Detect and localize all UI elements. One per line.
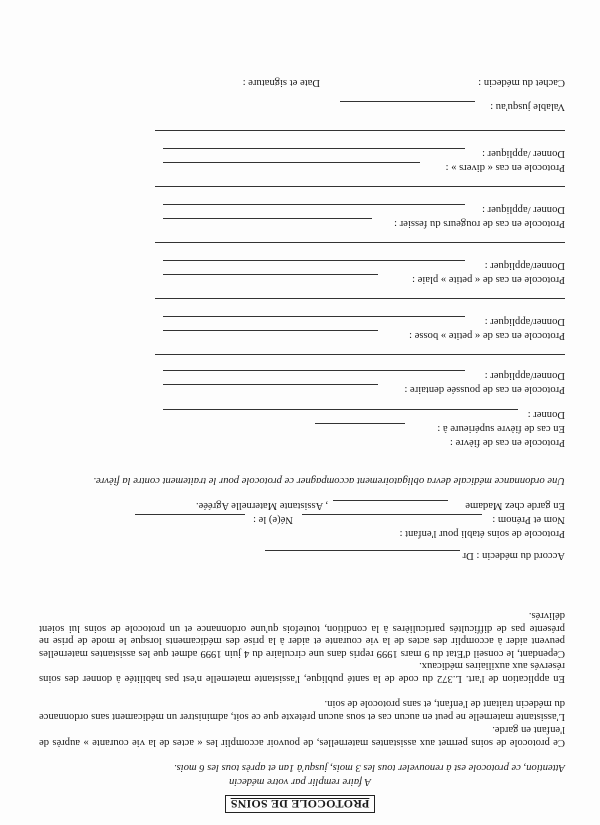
doctor-agreement-label: Accord du médecin : Dr — [462, 550, 565, 561]
intro-paragraph-3: En application de l'art. L.372 du code de la santé publique, l'assistante maternelle n'est pas habilitée à donner des soins réservés aux auxiliaires médicaux. — [39, 660, 565, 684]
diaper-rash-give-label: Donner /appliquer : — [482, 204, 565, 215]
misc-give-label: Donner /appliquer : — [482, 148, 565, 159]
bump-protocol-label: Protocole en cas de « petite » bosse : — [409, 330, 565, 341]
document-title: PROTOCOLE DE SOINS — [0, 795, 600, 813]
wound-protocol-label: Protocole en cas de « petite » plaie : — [412, 274, 565, 285]
teething-give-label: Donner/appliquer : — [484, 370, 565, 381]
bump-give-field[interactable] — [163, 316, 465, 317]
fever-threshold-field[interactable] — [315, 423, 405, 424]
fever-protocol-label: Protocole en cas de fièvre : — [449, 437, 565, 448]
wound-protocol-field[interactable] — [163, 274, 378, 275]
child-name-label: Nom et Prénom : — [492, 514, 565, 525]
document-subtitle: A faire remplir par votre médecin — [229, 776, 371, 787]
valid-until-label: Valable jusqu'au : — [490, 101, 565, 112]
wound-give-label: Donner/appliquer : — [484, 260, 565, 271]
teething-protocol-label: Protocole en cas de poussée dentaire : — [404, 384, 565, 395]
misc-extra-line[interactable] — [155, 130, 565, 131]
intro-paragraph-4: Cependant, le conseil d'Etat du 9 mars 1999 repris dans une circulaire du 4 juin 1999 admet que les assistantes maternelles peuvent aider à accomplir des actes de la vie courante et aider à la prise des médicaments lorsque le mode de prise ne présente pas de difficultés particulières à la condition, toutefois qu'une ordonnance et un protocole de soins lui soient délivrés. — [39, 610, 565, 659]
fever-threshold-label: En cas de fièvre supérieure à : — [437, 423, 565, 434]
diaper-rash-extra-line[interactable] — [155, 186, 565, 187]
doctor-name-field[interactable] — [265, 550, 460, 551]
diaper-rash-give-field[interactable] — [163, 204, 465, 205]
bump-extra-line[interactable] — [155, 298, 565, 299]
teething-extra-line[interactable] — [155, 354, 565, 355]
daycare-label: En garde chez Madame — [465, 500, 565, 511]
assistant-name-field[interactable] — [333, 500, 448, 501]
valid-until-field[interactable] — [340, 101, 475, 102]
teething-protocol-field[interactable] — [163, 384, 378, 385]
birth-date-label: Né(e) le : — [253, 514, 293, 525]
intro-paragraph-2: L'assistante maternelle ne peut en aucun cas et sous aucun prétexte que ce soit, administrer un médicament sans ordonnance du médecin traitant de l'enfant, et sans protocole de soin. — [39, 698, 565, 722]
teething-give-field[interactable] — [163, 370, 465, 371]
birth-date-field[interactable] — [135, 514, 245, 515]
intro-paragraph-1: Ce protocole de soins permet aux assistantes maternelles, de pouvoir accomplir les « actes de la vie courante » auprès de l'enfant en garde. — [39, 724, 565, 748]
prescription-note: Une ordonnance médicale devra obligatoirement accompagner ce protocole pour le traitement contre la fièvre. — [93, 475, 565, 486]
fever-give-label: Donner : — [527, 409, 565, 420]
child-protocol-label: Protocole de soins établi pour l'enfant : — [399, 528, 565, 539]
fever-give-field[interactable] — [163, 409, 518, 410]
diaper-rash-protocol-label: Protocole en cas de rougeurs du fessier : — [394, 218, 565, 229]
date-signature-label: Date et signature : — [242, 77, 320, 88]
approved-assistant-label: , Assistante Maternelle Agréée. — [195, 500, 328, 511]
bump-protocol-field[interactable] — [163, 330, 378, 331]
doctor-stamp-label: Cachet du médecin : — [478, 77, 565, 88]
bump-give-label: Donner/appliquer : — [484, 316, 565, 327]
misc-protocol-field[interactable] — [163, 162, 420, 163]
wound-extra-line[interactable] — [155, 242, 565, 243]
diaper-rash-protocol-field[interactable] — [163, 218, 372, 219]
wound-give-field[interactable] — [163, 260, 465, 261]
misc-protocol-label: Protocole en cas « divers » : — [445, 162, 565, 173]
child-name-field[interactable] — [302, 514, 482, 515]
misc-give-field[interactable] — [163, 148, 465, 149]
renewal-warning: Attention, ce protocole est à renouveler tous les 3 mois, jusqu'à 1an et après tous les 6 mois. — [173, 762, 565, 773]
